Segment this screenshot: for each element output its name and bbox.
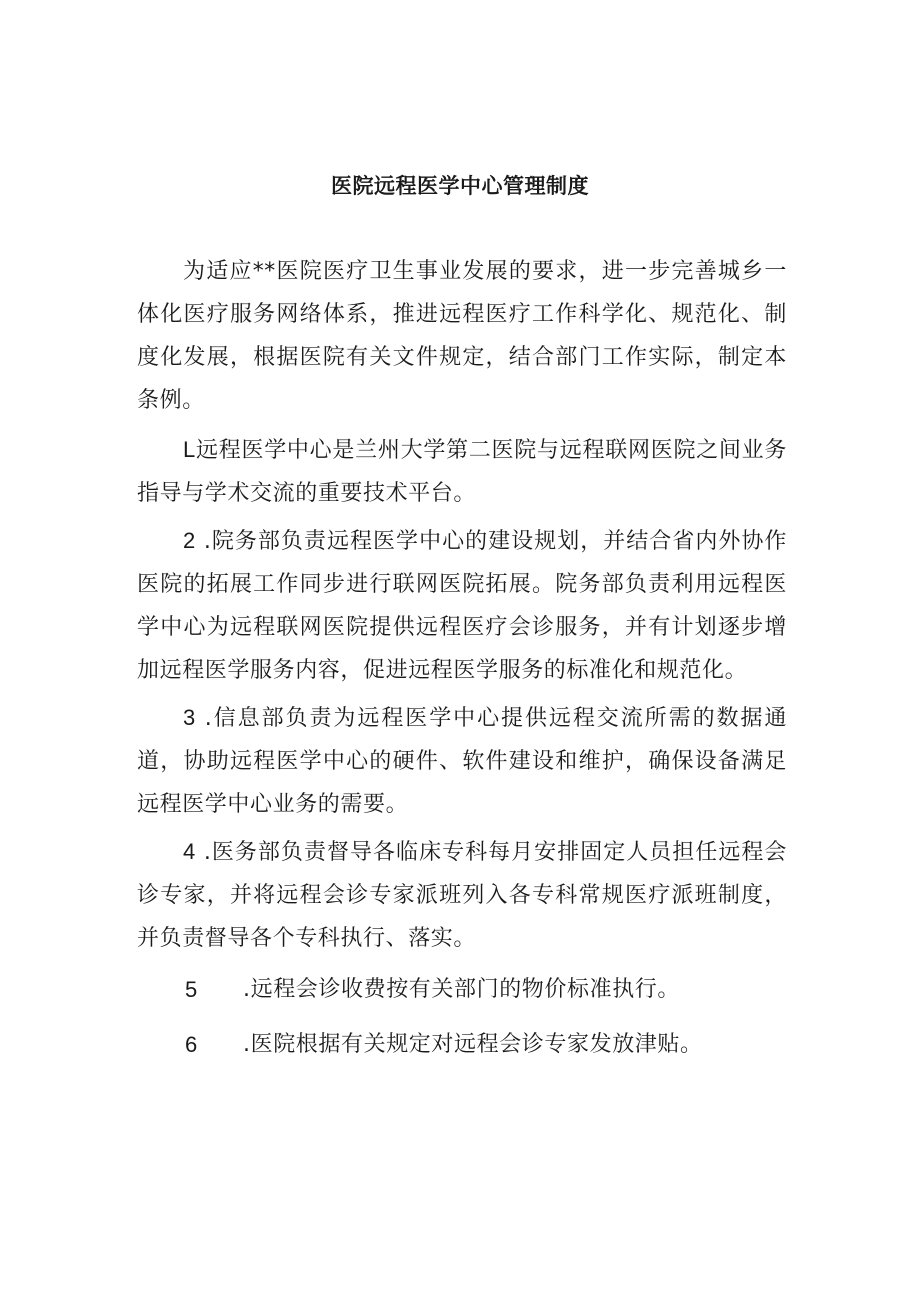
item-number-1: L [183,437,196,462]
item-paragraph-4 [137,830,787,960]
intro-paragraph: 为适应**医院医疗卫生事业发展的要求，进一步完善城乡一体化医疗服务网络体系，推进远程医疗工作科学化、规范化、制度化发展，根据医院有关文件规定，结合部门工作实际，制定本条例。 [137,259,787,413]
item-text-1: 远程医学中心是兰州大学第二医院与远程联网医院之间业务指导与学术交流的重要技术平台。 [137,438,787,506]
item-number-5: 5 [185,977,198,1002]
item-paragraph-2 [137,519,787,692]
document-title: 医院远程医学中心管理制度 [331,174,589,198]
item-text-2: .院务部负责远程医学中心的建设规划，并结合省内外协作医院的拓展工作同步进行联网医院拓展。院务部负责利用远程医学中心为远程联网医院提供远程医疗会诊服务，并有计划逐步增加远程医学服务内容，促进远程医学服务的标准化和规范化。 [137,529,787,683]
item-number-4: 4 [183,839,196,864]
item-text-5: .远程会诊收费按有关部门的物价标准执行。 [243,977,680,1002]
item-text-4: .医务部负责督导各临床专科每月安排固定人员担任远程会诊专家，并将远程会诊专家派班列入各专科常规医疗派班制度，并负责督导各个专科执行、落实。 [137,840,787,951]
item-text-6: .医院根据有关规定对远程会诊专家发放津贴。 [243,1032,703,1057]
item-text-3: .信息部负责为远程医学中心提供远程交流所需的数据通道，协助远程医学中心的硬件、软件建设和维护，确保设备满足远程医学中心业务的需要。 [137,706,787,817]
item-number-6: 6 [185,1032,198,1057]
item-paragraph-3 [137,696,787,826]
item-paragraph-6 [137,1023,787,1066]
item-paragraph-5 [137,968,787,1011]
document-body [137,250,787,1078]
item-paragraph-1 [137,428,787,515]
item-number-2: 2 [183,528,196,553]
item-number-3: 3 [183,705,196,730]
